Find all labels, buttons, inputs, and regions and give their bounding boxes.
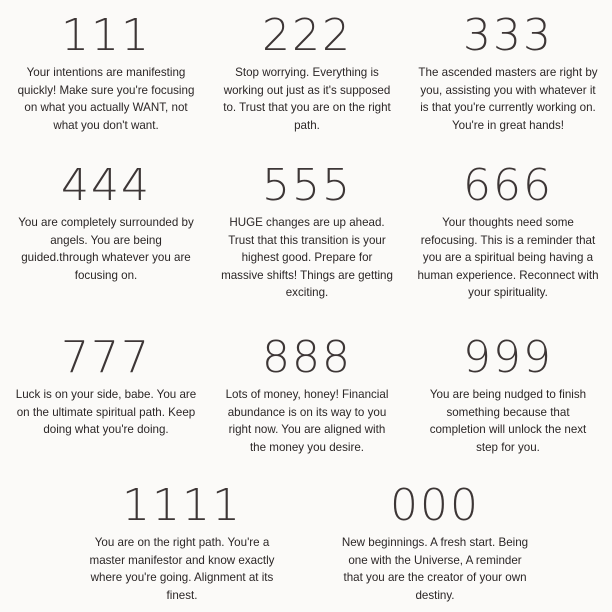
description-line: what you don't want. bbox=[53, 118, 159, 132]
entry-description bbox=[214, 214, 400, 302]
angel-number: 111 bbox=[61, 10, 151, 61]
description-line: step for you. bbox=[476, 440, 540, 454]
description-line: path. bbox=[294, 118, 320, 132]
entry-222 bbox=[214, 10, 400, 134]
entry-999 bbox=[410, 332, 606, 456]
description-line: human experience. Reconnect with bbox=[417, 268, 599, 282]
description-line: You're in great hands! bbox=[451, 118, 564, 132]
description-line: Lots of money, honey! Financial bbox=[225, 388, 389, 401]
entry-555 bbox=[214, 160, 400, 302]
description-line: one with the Universe, A reminder bbox=[348, 553, 522, 567]
description-line: New beginnings. A fresh start. Being bbox=[341, 536, 529, 549]
description-line: Stop worrying. Everything is bbox=[235, 66, 379, 79]
description-line: massive shifts! Things are getting bbox=[221, 268, 393, 282]
description-line: Your thoughts need some bbox=[442, 216, 574, 229]
description-line: destiny. bbox=[415, 588, 455, 602]
description-line: the money you desire. bbox=[249, 440, 365, 454]
description-line: where you're going. Alignment at its bbox=[90, 571, 274, 585]
description-line: you are a spiritual being having a bbox=[422, 251, 594, 265]
description-line: abundance is on its way to you bbox=[227, 405, 387, 419]
angel-number: 999 bbox=[463, 332, 553, 383]
description-line: highest good. Prepare for bbox=[241, 251, 373, 265]
entry-description bbox=[8, 386, 204, 439]
angel-number: 222 bbox=[262, 10, 352, 61]
entry-333 bbox=[410, 10, 606, 134]
angel-number: 1111 bbox=[122, 480, 242, 531]
entry-111 bbox=[8, 10, 204, 134]
description-line: something because that bbox=[446, 405, 570, 419]
description-line: you, assisting you with whatever it bbox=[420, 83, 596, 97]
description-line: to. Trust that you are on the right bbox=[223, 101, 391, 115]
angel-number: 444 bbox=[61, 160, 151, 211]
description-line: exciting. bbox=[285, 286, 329, 300]
entry-description bbox=[410, 64, 606, 134]
description-line: HUGE changes are up ahead. bbox=[229, 216, 385, 229]
entry-1111 bbox=[70, 480, 294, 604]
description-line: angels. You are being bbox=[50, 233, 162, 247]
entry-description bbox=[8, 64, 204, 134]
angel-number: 666 bbox=[463, 160, 553, 211]
description-line: finest. bbox=[166, 588, 198, 602]
angel-number: 888 bbox=[262, 332, 352, 383]
angel-number: 000 bbox=[390, 480, 480, 531]
description-line: You are being nudged to finish bbox=[429, 388, 587, 401]
entry-description bbox=[410, 386, 606, 456]
entry-description bbox=[410, 214, 606, 302]
entry-description bbox=[214, 64, 400, 134]
description-line: master manifestor and know exactly bbox=[89, 553, 275, 567]
description-line: The ascended masters are right by bbox=[418, 66, 598, 79]
description-line: doing what you're doing. bbox=[43, 423, 169, 437]
entry-000 bbox=[326, 480, 544, 604]
entry-888 bbox=[214, 332, 400, 456]
entry-description bbox=[70, 534, 294, 604]
description-line: Your intentions are manifesting bbox=[26, 66, 186, 79]
description-line: your spirituality. bbox=[468, 286, 548, 300]
description-line: You are on the right path. You're a bbox=[94, 536, 270, 549]
description-line: Trust that this transition is your bbox=[228, 233, 386, 247]
description-line: that you are the creator of your own bbox=[343, 571, 527, 585]
angel-number: 777 bbox=[61, 332, 151, 383]
description-line: is that you're currently working on. bbox=[420, 101, 596, 115]
description-line: quickly! Make sure you're focusing bbox=[17, 83, 195, 97]
description-line: working out just as it's supposed bbox=[223, 83, 391, 97]
entry-777 bbox=[8, 332, 204, 439]
description-line: on the ultimate spiritual path. Keep bbox=[16, 405, 196, 419]
description-line: focusing on. bbox=[74, 268, 138, 282]
description-line: completion will unlock the next bbox=[429, 423, 587, 437]
description-line: on what you actually WANT, not bbox=[24, 101, 188, 115]
entry-description bbox=[214, 386, 400, 456]
entry-444 bbox=[8, 160, 204, 284]
entry-description bbox=[8, 214, 204, 284]
description-line: right now. You are aligned with bbox=[228, 423, 386, 437]
description-line: Luck is on your side, babe. You are bbox=[15, 388, 197, 401]
description-line: guided.through whatever you are bbox=[21, 251, 191, 265]
angel-number: 333 bbox=[463, 10, 553, 61]
description-line: You are completely surrounded by bbox=[18, 216, 194, 229]
entry-666 bbox=[410, 160, 606, 302]
entry-description bbox=[326, 534, 544, 604]
description-line: refocusing. This is a reminder that bbox=[420, 233, 596, 247]
angel-number: 555 bbox=[262, 160, 352, 211]
